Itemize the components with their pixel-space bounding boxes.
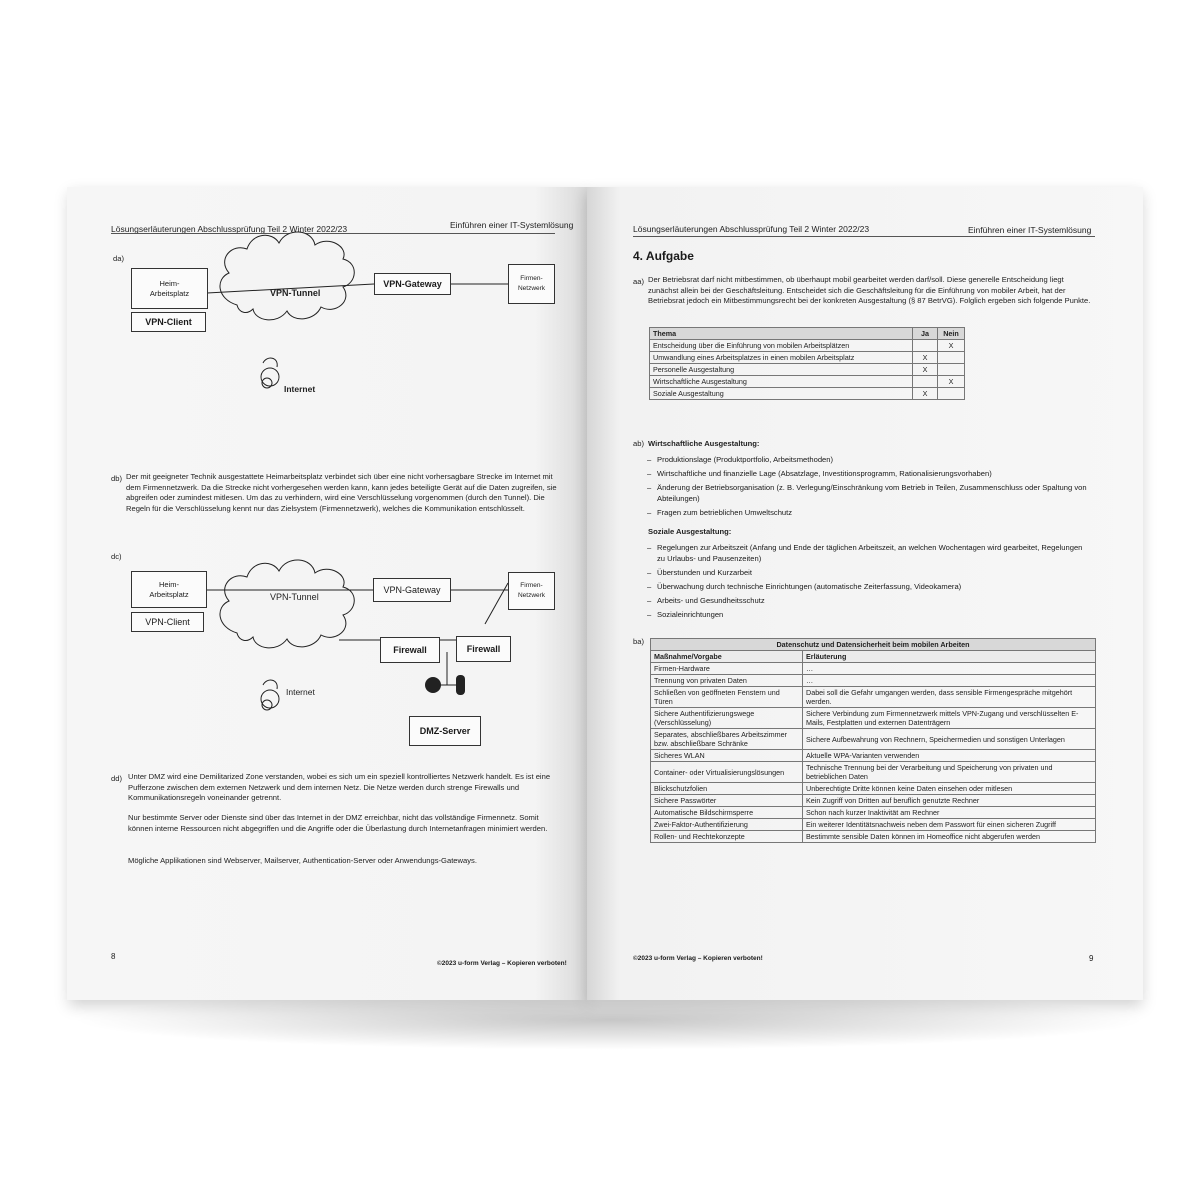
aa-text: Der Betriebsrat darf nicht mitbestimmen, ob überhaupt mobil gearbeitet werden darf/soll. Diese generelle Entscheidung liegt zunächst allein bei der Geschäftsleitung. Entscheidet sich die Geschäftsleitung für die Einführung von mobiler Arbeit, hat der Betriebsrat jedoch ein Mitbestimmungsrecht bei der konkreten Ausgestaltung (§ 87 BetrVG). Folglich ergeben sich folgende Punkte. [648, 275, 1091, 305]
table-header: Thema [650, 328, 913, 340]
table-cell: Container- oder Virtualisierungslösungen [651, 762, 803, 783]
table-row [651, 783, 1096, 795]
ab-heading-sozial: Soziale Ausgestaltung: [648, 527, 732, 536]
table-row [651, 663, 1096, 675]
table-header: Ja [913, 328, 938, 340]
table-row [650, 364, 965, 376]
table-cell: X [938, 340, 965, 352]
table-row [651, 750, 1096, 762]
header-right: Einführen einer IT-Systemlösung [450, 220, 574, 230]
heim-arbeitsplatz-box-2: Heim- Arbeitsplatz [131, 571, 207, 608]
table-cell: Kein Zugriff von Dritten auf beruflich genutzte Rechner [803, 795, 1096, 807]
page-number-left: 8 [111, 952, 116, 961]
table-cell: Unberechtigte Dritte können keine Daten einsehen oder mitlesen [803, 783, 1096, 795]
table-cell: X [913, 352, 938, 364]
internet-label: Internet [284, 384, 316, 394]
dc-label: dc) [111, 552, 122, 561]
table-cell: X [913, 388, 938, 400]
da-label: da) [113, 254, 124, 263]
dd-paragraph-2: Nur bestimmte Server oder Dienste sind über das Internet in der DMZ erreichbar, nicht das vollständige Firmennetz. Somit können interne Ressourcen nicht abgegriffen und die Angriffe oder die Überlastung durch Internetanfragen minimiert werden. [128, 813, 548, 833]
list-item: – Sozialeinrichtungen [647, 610, 1087, 621]
table-cell [938, 352, 965, 364]
cloud-shape [220, 232, 354, 320]
vpn-client-box: VPN-Client [131, 312, 206, 332]
list-item: – Überwachung durch technische Einrichtungen (automatische Zeiterfassung, Videokamera) [647, 582, 1087, 593]
table-row [651, 687, 1096, 708]
table-cell: Wirtschaftliche Ausgestaltung [650, 376, 913, 388]
db-label: db) [111, 474, 122, 483]
table-cell: Zwei-Faktor-Authentifizierung [651, 819, 803, 831]
list-sozial [647, 543, 1087, 624]
table-row [651, 729, 1096, 750]
table-cell: Ein weiterer Identitätsnachweis neben dem Passwort für einen sicheren Zugriff [803, 819, 1096, 831]
list-item: – Fragen zum betrieblichen Umweltschutz [647, 508, 1087, 519]
internet-icon [261, 368, 279, 386]
firmen-netzwerk-box-2: Firmen- Netzwerk [508, 572, 555, 610]
table-body [651, 663, 1096, 843]
footer-right: ©2023 u-form Verlag – Kopieren verboten! [633, 955, 763, 962]
table-cell: Sichere Authentifizierungswege (Verschlüsselung) [651, 708, 803, 729]
table-cell [938, 388, 965, 400]
right-page [587, 187, 1143, 1000]
table-cell: Sichere Passwörter [651, 795, 803, 807]
header-right: Einführen einer IT-Systemlösung [968, 225, 1092, 235]
table-cell: Separates, abschließbares Arbeitszimmer bzw. abschließbare Schränke [651, 729, 803, 750]
page-number-right: 9 [1089, 954, 1094, 963]
table-cell: Rollen- und Rechtekonzepte [651, 831, 803, 843]
dmz-server-icon [425, 677, 441, 693]
table-caption: Datenschutz und Datensicherheit beim mobilen Arbeiten [651, 639, 1096, 651]
table-cell [913, 340, 938, 352]
table-cell [913, 376, 938, 388]
table-cell [938, 364, 965, 376]
ba-label: ba) [633, 637, 644, 646]
ab-label: ab) [633, 439, 644, 448]
vpn-tunnel-label-2: VPN-Tunnel [270, 592, 319, 602]
cloud-shape [220, 560, 354, 648]
aa-label: aa) [633, 277, 644, 286]
ab-heading-wirtschaftlich: Wirtschaftliche Ausgestaltung: [648, 439, 760, 448]
table-cell: Automatische Bildschirmsperre [651, 807, 803, 819]
table-cell: Aktuelle WPA-Varianten verwenden [803, 750, 1096, 762]
header-rule [633, 236, 1095, 237]
table-header: Maßnahme/Vorgabe [651, 651, 803, 663]
dmz-server-box: DMZ-Server [409, 716, 481, 746]
table-cell: … [803, 663, 1096, 675]
table-datenschutz [650, 638, 1096, 843]
firmen-netzwerk-box: Firmen- Netzwerk [508, 264, 555, 304]
left-page [67, 187, 587, 1000]
list-item: – Produktionslage (Produktportfolio, Arbeitsmethoden) [647, 455, 1087, 466]
table-row [651, 675, 1096, 687]
vpn-gateway-box: VPN-Gateway [374, 273, 451, 295]
table-cell: Sicheres WLAN [651, 750, 803, 762]
table-cell: Blickschutzfolien [651, 783, 803, 795]
footer-left: ©2023 u-form Verlag – Kopieren verboten! [437, 960, 567, 967]
table-row [650, 352, 965, 364]
table-cell: X [913, 364, 938, 376]
list-wirtschaftlich [647, 455, 1087, 522]
vpn-tunnel-label: VPN-Tunnel [270, 288, 321, 298]
table-cell: Dabei soll die Gefahr umgangen werden, dass sensible Firmengespräche mitgehört werden. [803, 687, 1096, 708]
db-text: Der mit geeigneter Technik ausgestattete Heimarbeitsplatz verbindet sich über eine nicht vorhersagbare Strecke im Internet mit dem Firmennetzwerk. Da die Strecke nicht vorhergesehen werden kann, kann jedes beteiligte Gerät auf die Daten zugreifen, sie abgreifen oder zumindest mitlesen. Um das zu verhindern, wird eine Verschlüsselung vorgenommen (durch den Tunnel). Die Regeln für die Verschlüsselung kennt nur das Zielsystem (Firmennetzwerk), welches die Kommunikation entschlüsselt. [126, 472, 557, 513]
section-title: 4. Aufgabe [633, 249, 694, 263]
table-row [651, 807, 1096, 819]
table-cell: Firmen-Hardware [651, 663, 803, 675]
table-row [651, 762, 1096, 783]
internet-label-2: Internet [286, 687, 315, 697]
heim-arbeitsplatz-box: Heim- Arbeitsplatz [131, 268, 208, 309]
table-row [651, 708, 1096, 729]
vpn-gateway-box-2: VPN-Gateway [373, 578, 451, 602]
table-cell: Personelle Ausgestaltung [650, 364, 913, 376]
table-row [651, 831, 1096, 843]
vpn-client-box-2: VPN-Client [131, 612, 204, 632]
list-item: – Regelungen zur Arbeitszeit (Anfang und Ende der täglichen Arbeitszeit, an welchen Wochentagen wird gearbeitet, Regelungen zu Urlaubs- und Pausenzeiten) [647, 543, 1087, 564]
table-cell: … [803, 675, 1096, 687]
list-item: – Überstunden und Kurzarbeit [647, 568, 1087, 579]
dd-paragraph-3: Mögliche Applikationen sind Webserver, Mailserver, Authentication-Server oder Anwendungs-Gateways. [128, 856, 477, 865]
table-cell: Sichere Verbindung zum Firmennetzwerk mittels VPN-Zugang und verschlüsselten E-Mails, Festplatten und externen Datenträgern [803, 708, 1096, 729]
table-cell: Bestimmte sensible Daten können im Homeoffice nicht abgerufen werden [803, 831, 1096, 843]
header-left: Lösungserläuterungen Abschlussprüfung Teil 2 Winter 2022/23 [111, 224, 348, 234]
table-cell: Umwandlung eines Arbeitsplatzes in einen mobilen Arbeitsplatz [650, 352, 913, 364]
table-cell: X [938, 376, 965, 388]
table-cell: Technische Trennung bei der Verarbeitung und Speicherung von privaten und betrieblichen Daten [803, 762, 1096, 783]
table-cell: Soziale Ausgestaltung [650, 388, 913, 400]
table-cell: Trennung von privaten Daten [651, 675, 803, 687]
list-item: – Arbeits- und Gesundheitsschutz [647, 596, 1087, 607]
list-item: – Wirtschaftliche und finanzielle Lage (Absatzlage, Investitionsprogramm, Rationalisierungsvorhaben) [647, 469, 1087, 480]
firewall-box-1: Firewall [380, 637, 440, 663]
dd-paragraph-1: Unter DMZ wird eine Demilitarized Zone verstanden, wobei es sich um ein speziell kontrolliertes Netzwerk handelt. Es ist eine Pufferzone zwischen dem externen Netzwerk und dem internen Netz. Die Netze werden durch strenge Firewalls und Kommunikationsregeln voneinander getrennt. [128, 772, 551, 802]
table-row [650, 340, 965, 352]
table-cell: Schließen von geöffneten Fenstern und Türen [651, 687, 803, 708]
table-cell: Entscheidung über die Einführung von mobilen Arbeitsplätzen [650, 340, 913, 352]
header-left: Lösungserläuterungen Abschlussprüfung Teil 2 Winter 2022/23 [633, 224, 870, 234]
table-cell: Sichere Aufbewahrung von Rechnern, Speichermedien und sonstigen Unterlagen [803, 729, 1096, 750]
table-header: Nein [938, 328, 965, 340]
table-header: Erläuterung [803, 651, 1096, 663]
firewall-box-2: Firewall [456, 636, 511, 662]
table-cell: Schon nach kurzer Inaktivität am Rechner [803, 807, 1096, 819]
dd-label: dd) [111, 774, 122, 783]
table-row [651, 819, 1096, 831]
table-mitbestimmung [649, 327, 965, 400]
table-row [650, 376, 965, 388]
list-item: – Änderung der Betriebsorganisation (z. B. Verlegung/Einschränkung vom Betrieb in Teilen, Zusammenschluss oder Spaltung von Abteilungen) [647, 483, 1087, 504]
table-row [650, 388, 965, 400]
table-row [651, 795, 1096, 807]
